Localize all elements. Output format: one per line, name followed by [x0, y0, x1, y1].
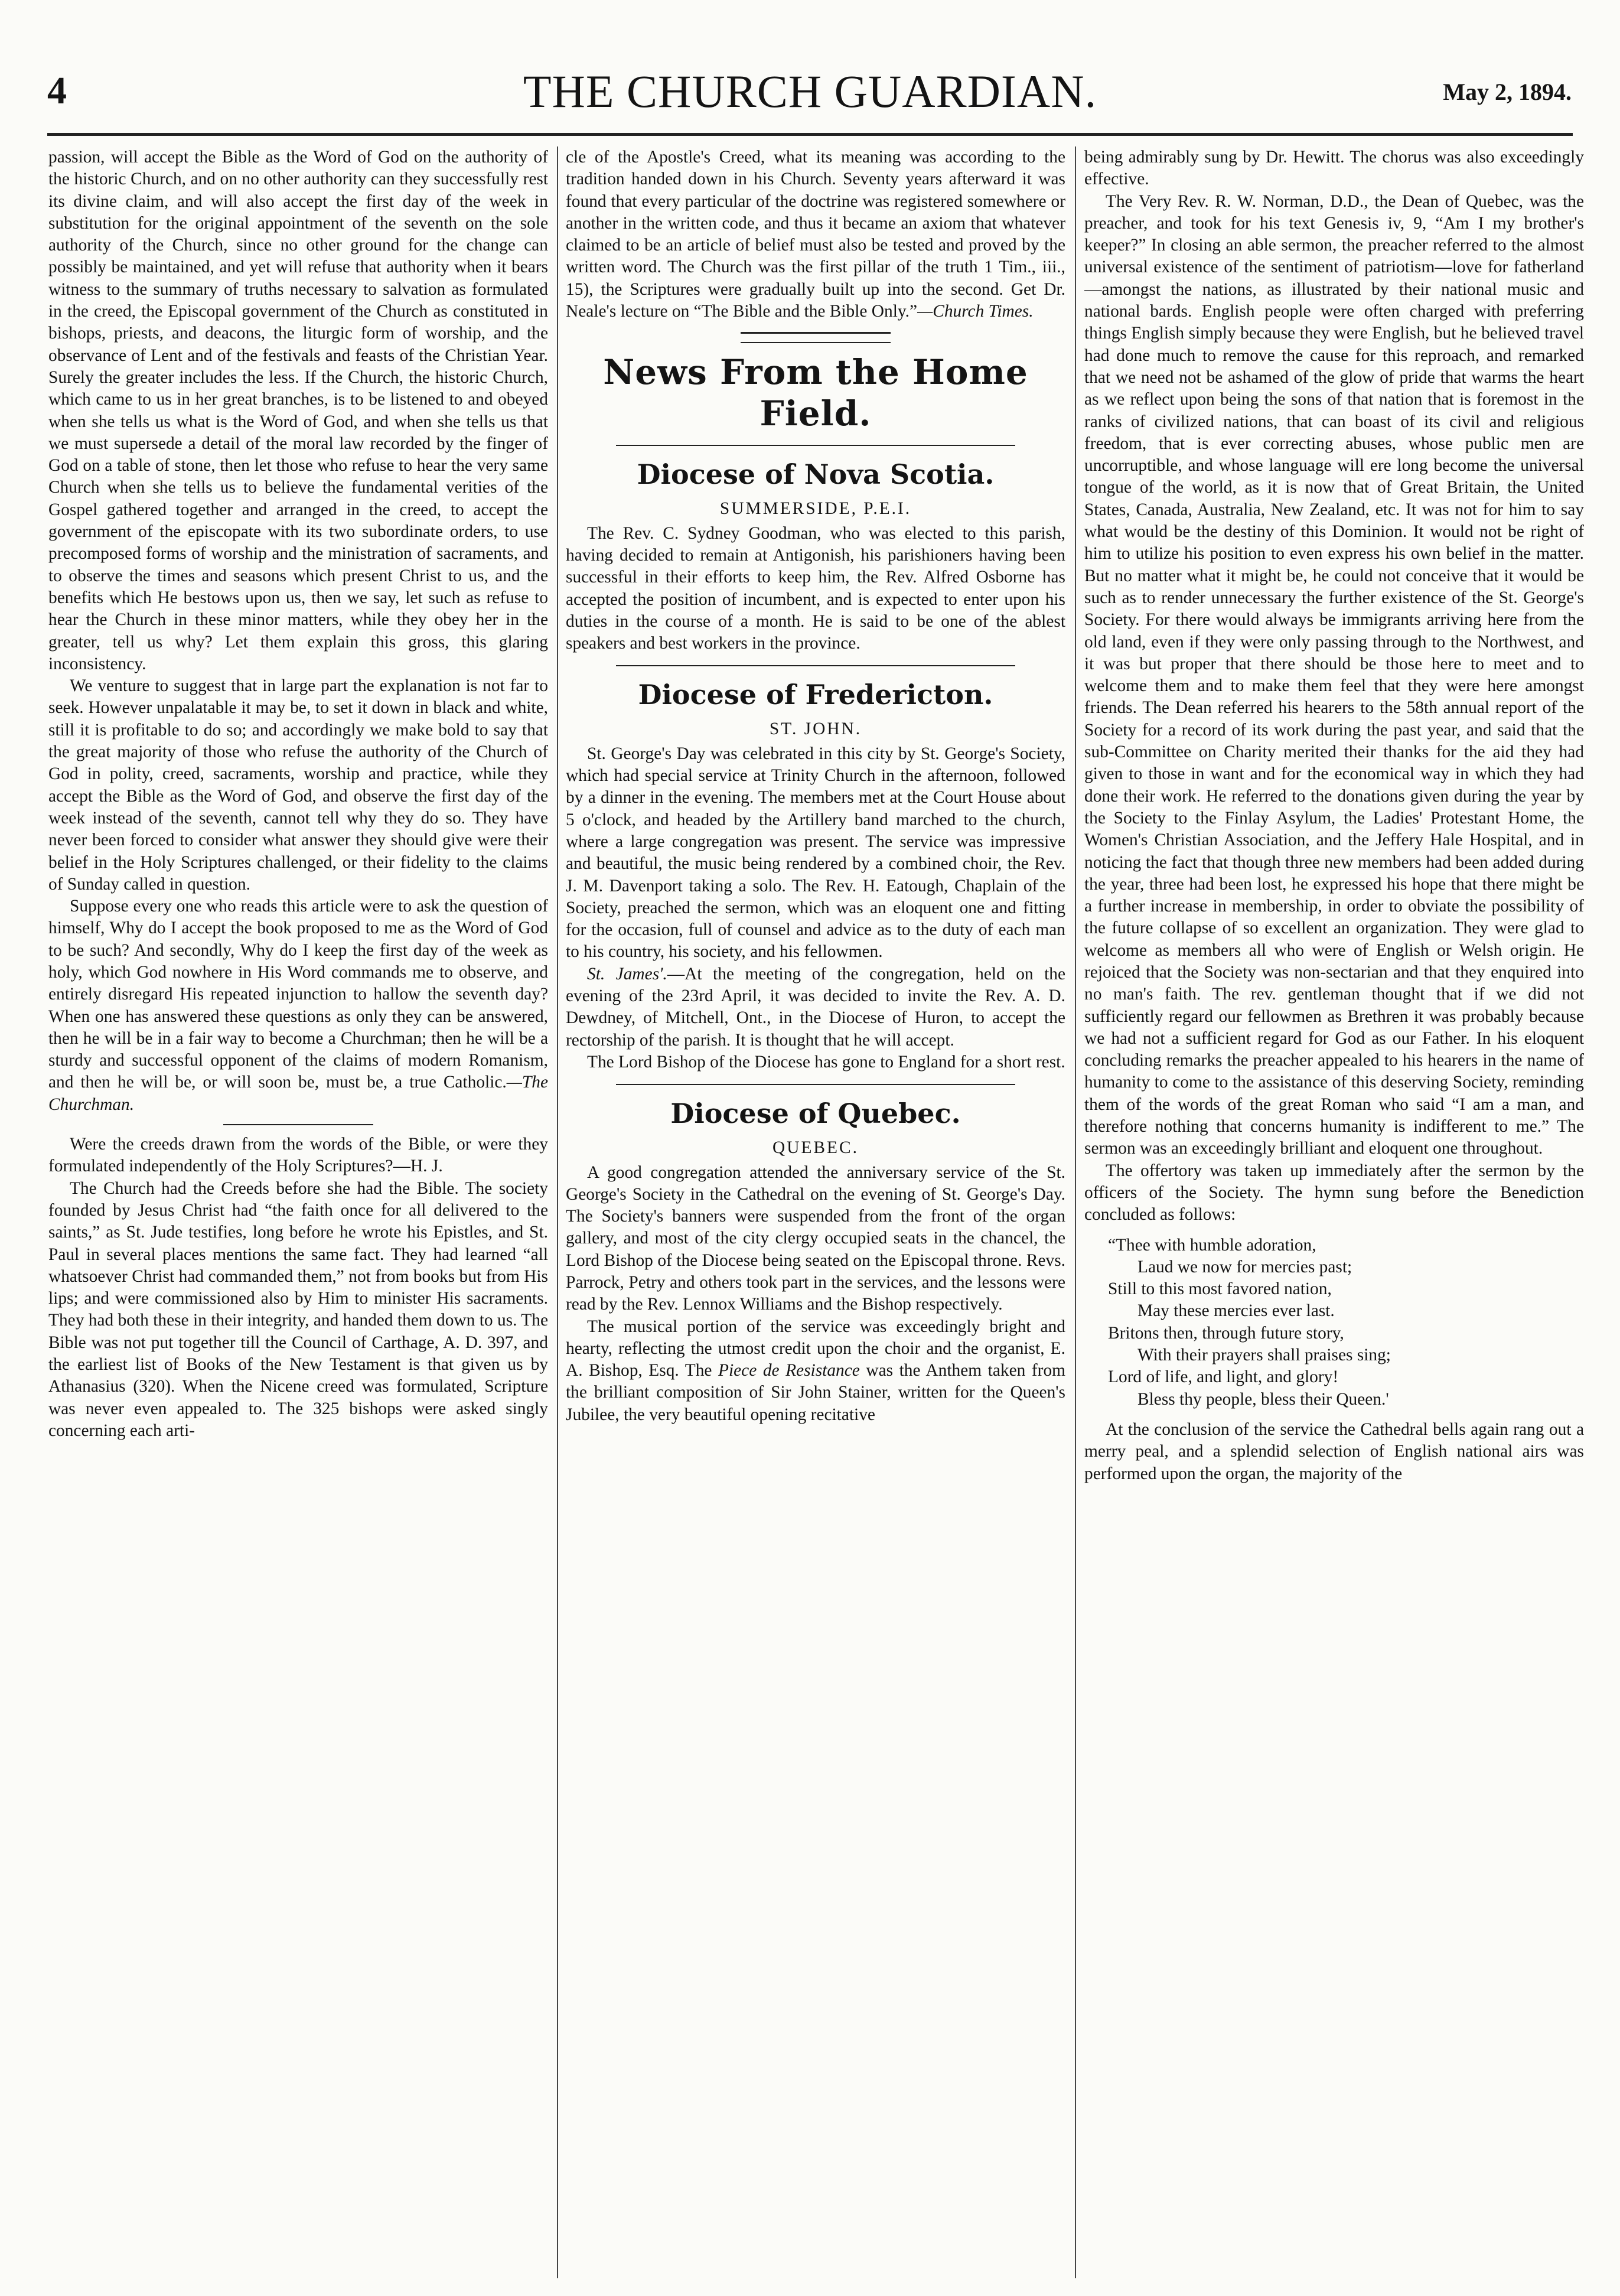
place-heading: QUEBEC.: [772, 1138, 859, 1158]
column-1: [48, 146, 548, 2285]
poem-line: “Thee with humble adoration,: [1108, 1235, 1316, 1255]
column-2: [566, 146, 1065, 2285]
hymn-verse: [1108, 1235, 1584, 1411]
separator-rule: [223, 1124, 373, 1125]
column-divider: [557, 146, 558, 2278]
poem-line: Bless thy people, bless their Queen.': [1137, 1389, 1389, 1409]
diocese-heading: Diocese of Fredericton.: [638, 679, 993, 711]
ornamental-rule: [741, 332, 891, 343]
section-heading: News From the Home Field.: [603, 352, 1028, 434]
article-paragraph: The Lord Bishop of the Diocese has gone to England for a short rest.: [587, 1052, 1065, 1072]
poem-line: Britons then, through future story,: [1108, 1323, 1344, 1343]
paragraph-text: was the Anthem taken from the brilliant composition of Sir John Stainer, written for the Queen's Jubilee, the very beautiful opening recitative: [566, 1361, 1065, 1424]
answer-paragraph: The Church had the Creeds before she had the Bible. The society founded by Jesus Christ had “the faith once for all delivered to the saints,” as St. Jude testifies, long before he wrote his Epistles, and St. Paul in several places mentions the same fact. They had learned “all whatsoever Christ had commanded them,” not from books but from His lips; and were commissioned also by Him to minister His sacraments. They had both these in their integrity, and handed them down to us. The Bible was not put together till the Council of Carthage, A. D. 397, and the earliest list of Books of the New Testament is that given us by Athanasius (320). When the Nicene creed was formulated, Scripture was never even appealed to. The 325 bishops were asked singly concerning each arti-: [48, 1178, 548, 1440]
separator-rule: [616, 445, 1016, 446]
article-paragraph: The Rev. C. Sydney Goodman, who was elected to this parish, having decided to remain at Antigonish, his parishioners having been successful in their efforts to keep him, the Rev. Alfred Osborne has accepted the position of incumbent, and is expected to enter upon his duties in the course of a month. He is said to be one of the ablest speakers and best workers in the province.: [566, 523, 1065, 653]
poem-line: With their prayers shall praises sing;: [1137, 1346, 1391, 1365]
paragraph-text: Suppose every one who reads this article were to ask the question of himself, Why do I accept the book proposed to me as the Word of God to be such? And secondly, Why do I keep the first day of the week as holy, which God nowhere in His Word commands me to observe, and entirely disregard His repeated injunction to hallow the seventh day? When one has answered these questions as only they can be answered, then he will be in a fair way to become a Churchman; then he will be a sturdy and successful opponent of the claims of modern Romanism, and then he will be, or will soon be, must be, a true Catholic.: [48, 897, 548, 1092]
column-3: [1084, 146, 1584, 2285]
article-paragraph: [566, 146, 1065, 323]
paragraph-text: —At the meeting of the congregation, held on the evening of the 23rd April, it was decided to invite the Rev. A. D. Dewdney, of Mitchell, Ont., in the Diocese of Huron, to accept the rectorship of the parish. It is thought that he will accept.: [566, 964, 1065, 1050]
page-number: 4: [47, 69, 67, 112]
poem-line: Lord of life, and light, and glory!: [1108, 1367, 1339, 1387]
poem-line: Still to this most favored nation,: [1108, 1279, 1332, 1299]
newspaper-title: THE CHURCH GUARDIAN.: [523, 66, 1097, 117]
lead-in: St. James'.: [587, 964, 667, 983]
paragraph-text: The musical portion of the service was exceedingly bright and hearty, reflecting the utmost credit upon the choir and the organist, E. A. Bishop, Esq. The: [566, 1317, 1065, 1380]
article-paragraph: We venture to suggest that in large part the explanation is not far to seek. However unpalatable it may be, to set it down in black and white, still it is profitable to do so; and accordingly we make bold to say that the great majority of those who refuse the authority of the Church of God in polity, creed, sacraments, worship and practice, while they accept the Bible as the Word of God, and observe the first day of the week instead of the seventh, cannot tell why they do so. They have never been forced to consider what answer they should give were their belief in the Holy Scriptures challenged, or their fidelity to the claims of Sunday called in question.: [48, 676, 548, 894]
issue-date: May 2, 1894.: [1443, 79, 1572, 105]
column-divider: [1075, 146, 1076, 2278]
article-paragraph: St. George's Day was celebrated in this city by St. George's Society, which had special service at Trinity Church in the afternoon, followed by a dinner in the evening. The members met at the Court House about 5 o'clock, and headed by the Artillery band marched to the church, where a large congregation was present. The service was impressive and beautiful, the music being rendered by a combined choir, the Rev. J. M. Davenport taking a solo. The Rev. H. Eatough, Chaplain of the Society, preached the sermon, which was an eloquent one and fitting for the occasion, full of counsel and advice as to the duty of each man to his country, his society, and his fellowmen.: [566, 744, 1065, 962]
article-paragraph: [566, 1316, 1065, 1426]
diocese-heading: Diocese of Nova Scotia.: [637, 458, 995, 491]
header-rule: [47, 133, 1573, 136]
article-paragraph: [48, 895, 548, 1116]
article-paragraph: The Very Rev. R. W. Norman, D.D., the Dean of Quebec, was the preacher, and took for his text Genesis iv, 9, “Am I my brother's keeper?” In closing an able sermon, the preacher referred to the almost universal existence of the sentiment of patriotism—love for fatherland—amongst the nations, as illustrated by their national music and national bards. English people were often charged with preferring things English simply because they were English, but he believed travel had done much to remove the cause for this reproach, and remarked that we need not be ashamed of the glow of pride that warms the heart as we reflect upon being the sons of that nation that is foremost in the ranks of civilized nations, that can boast of its civil and religious freedom, that is ever correcting abuses, whose public men are uncorruptible, and whose language will ere long become the universal tongue of the world, as it is now that of Great Britain, the United States, Canada, Australia, New Zealand, etc. It was not for him to say what would be the destiny of this Dominion. It would not be right of him to utilize his position to even express his own belief in the matter. But no matter what it might be, he could not conceive that it would be such as to render unnecessary the further existence of the St. George's Society. For there would always be immigrants arriving here from the old land, even if they were only passing through to the Northwest, and it was but proper that there should be those here to meet and to welcome them and to make them feel that they were here amongst friends. The Dean referred his hearers to the 58th annual report of the Society for a record of its work during the past year, and said that the sub-Committee on Charity merited their thanks for the aid they had given to those in want and for the economical way in which they had done their work. He referred to the donations given during the year by the Society to the Finlay Asylum, the Ladies' Protestant Home, the Women's Christian Association, and the Jeffery Hale Hospital, and in noticing the fact that though three new members had been added during the year, three had been lost, he expressed his hope that there might be a further increase in membership, in order to obviate the possibility of the future collapse of so excellent an organization. They were glad to welcome as members all who were of English or Welsh origin. He rejoiced that the Society was non-sectarian and that they enquired into no man's faith. The rev. gentleman thought that if we did not sufficiently regard our fellowmen as Brethren it was probably because we had not a sufficient regard for God as our Father. In his eloquent concluding remarks the preacher appealed to his hearers in the name of humanity to come to the assistance of this deserving Society, reminding them of the words of the great Roman who said “I am a man, and therefore nothing that concerns humanity is indifferent to me.” The sermon was an exceedingly brilliant and eloquent one throughout.: [1084, 191, 1584, 1158]
source-credit: —The Churchman.: [48, 1073, 548, 1114]
article-paragraph: being admirably sung by Dr. Hewitt. The chorus was also exceedingly effective.: [1084, 148, 1584, 189]
diocese-heading: Diocese of Quebec.: [670, 1097, 961, 1130]
article-paragraph: The offertory was taken up immediately after the sermon by the officers of the Society. The hymn sung before the Benediction concluded as follows:: [1084, 1161, 1584, 1224]
poem-line: May these mercies ever last.: [1137, 1301, 1335, 1321]
place-heading: SUMMERSIDE, P.E.I.: [719, 499, 912, 519]
separator-rule: [616, 1084, 1016, 1085]
paragraph-text: cle of the Apostle's Creed, what its meaning was according to the tradition handed down in his Church. Seventy years afterward it was found that every particular of the doctrine was registered somewhere or another in the written code, and thus it became an axiom that whatever claimed to be an article of belief must also be tested and proved by the written word. The Church was the first pillar of the truth 1 Tim., iii., 15), the Scriptures were gradually built up into the second. Get Dr. Neale's lecture on “The Bible and the Bible Only.”: [566, 148, 1065, 321]
source-credit: —Church Times.: [917, 302, 1034, 321]
question-paragraph: Were the creeds drawn from the words of the Bible, or were they formulated independently of the Holy Scriptures?—H. J.: [48, 1135, 548, 1176]
italic-phrase: Piece de Resistance: [718, 1361, 860, 1380]
poem-line: Laud we now for mercies past;: [1137, 1257, 1352, 1276]
article-paragraph: [566, 963, 1065, 1051]
place-heading: ST. JOHN.: [769, 719, 862, 739]
separator-rule: [616, 665, 1016, 666]
article-paragraph: passion, will accept the Bible as the Word of God on the authority of the historic Church, and on no other authority can they successfully rest its divine claim, and will also accept the first day of the week in substitution for the original appointment of the seventh on the sole authority of the Church, since no other ground for the change can possibly be maintained, and yet will refuse that authority when it bears witness to the summary of truths necessary to salvation as formulated in the creed, the Episcopal government of the Church as constituted in bishops, priests, and deacons, the liturgic form of worship, and the observance of Lent and of the festivals and feasts of the Christian Year. Surely the greater includes the less. If the Church, the historic Church, which came to us in her great branches, is to be listened to and obeyed when she tells us what is the Word of God, and when she tells us that we must supersede a detail of the moral law recorded by the finger of God on a table of stone, then let those who refuse to hear the very same Church when she tells us to believe the fundamental verities of the Gospel gathered together and arranged in the creed, to accept the government of the episcopate with its two subordinate orders, to use precomposed forms of worship and the ministration of sacraments, and to observe the times and seasons which present Christ to us, and the benefits which He bestows upon us, then we say, let such as refuse to hear the Church in these minor matters, while they obey her in the greater, tell us why? Let them explain this gross, this glaring inconsistency.: [48, 148, 548, 673]
article-paragraph: At the conclusion of the service the Cathedral bells again rang out a merry peal, and a splendid selection of English national airs was performed upon the organ, the majority of the: [1084, 1419, 1584, 1483]
article-paragraph: A good congregation attended the anniversary service of the St. George's Society in the Cathedral on the evening of St. George's Day. The Society's banners were suspended from the front of the organ gallery, and most of the city clergy occupied seats in the chancel, the Lord Bishop of the Diocese being seated on the Episcopal throne. Revs. Parrock, Petry and others took part in the services, and the lessons were read by the Rev. Lennox Williams and the Bishop respectively.: [566, 1162, 1065, 1314]
masthead: [41, 65, 1579, 124]
